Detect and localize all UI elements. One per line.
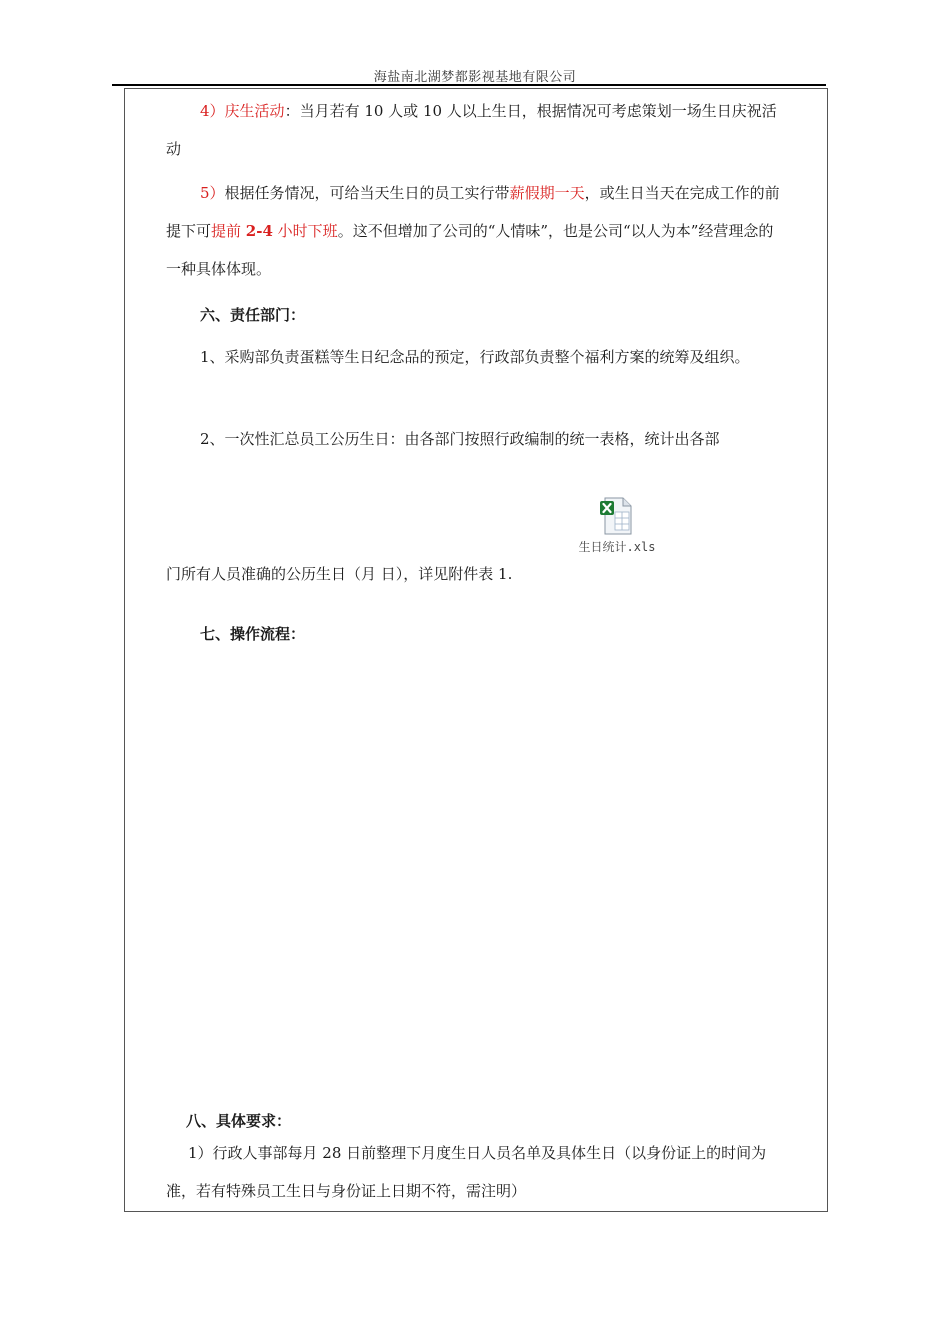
item-4-number: 4）: [200, 102, 225, 120]
section-6-paragraph-1: 1、采购部负责蛋糕等生日纪念品的预定，行政部负责整个福利方案的统筹及组织。: [200, 348, 750, 366]
section-6-heading: 六、责任部门：: [200, 306, 306, 324]
item-5-red-early-prefix: 提前: [211, 222, 246, 240]
item-4-label: 庆生活动: [224, 102, 285, 120]
section-7-heading: 七、操作流程：: [200, 625, 306, 643]
item-5-red-paid-leave: 薪假期一天: [509, 184, 585, 202]
item-5-red-hours: 2-4: [245, 222, 273, 240]
item-4-paragraph: [166, 92, 786, 168]
section-8-heading: 八、具体要求：: [186, 1112, 292, 1130]
header-rule: [112, 84, 826, 86]
item-5-red-early-suffix: 小时下班: [272, 222, 338, 240]
item-5-text-b: ，或生日当天在完成工作的前提下可: [166, 184, 780, 240]
section-6-paragraph-2-continued: 门所有人员准确的公历生日（月 日），详见附件表 1.: [166, 565, 513, 583]
item-5-text-a: 根据任务情况，可给当天生日的员工实行带: [224, 184, 510, 202]
attachment-filename[interactable]: 生日统计.xls: [578, 540, 656, 554]
excel-file-icon: [597, 496, 637, 536]
item-5-number: 5）: [200, 184, 225, 202]
company-header: 海盐南北湖梦都影视基地有限公司: [373, 70, 577, 85]
section-8-paragraph-1: 1）行政人事部每月 28 日前整理下月度生日人员名单及具体生日（以身份证上的时间为准，若有特殊员工生日与身份证上日期不符，需注明）: [166, 1144, 767, 1200]
item-5-paragraph: [166, 174, 786, 288]
section-6-paragraph-2: 2、一次性汇总员工公历生日：由各部门按照行政编制的统一表格，统计出各部: [200, 430, 720, 448]
attachment-excel-file[interactable]: [570, 496, 664, 555]
item-5-text-c: 。这不但增加了公司的“人情味”，也是公司“以人为本”经营理念的一种具体体现。: [166, 222, 774, 278]
item-4-text: ：当月若有 10 人或 10 人以上生日，根据情况可考虑策划一场生日庆祝活动: [166, 102, 777, 158]
